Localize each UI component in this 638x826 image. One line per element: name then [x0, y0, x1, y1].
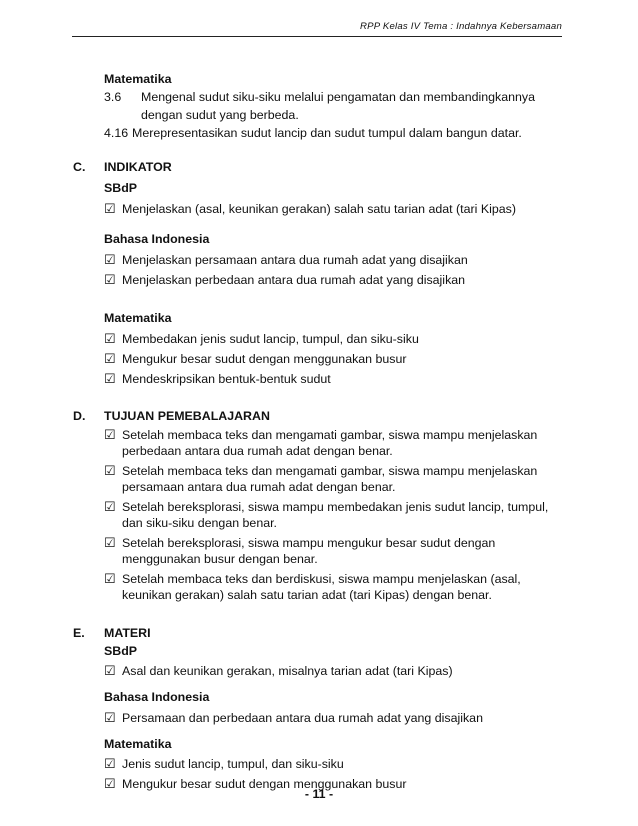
- section-letter: E.: [73, 626, 85, 640]
- checkbox-icon: ☑: [104, 272, 116, 287]
- checklist-item: ☑ Menjelaskan perbedaan antara dua rumah adat yang disajikan: [104, 272, 466, 287]
- subject-title: SBdP: [104, 181, 138, 195]
- checkbox-icon: ☑: [104, 571, 116, 586]
- section-c-heading: [0, 158, 638, 176]
- checklist-item: ☑ Setelah bereksplorasi, siswa mampu mengukur besar sudut dengan: [104, 535, 496, 550]
- kd-number: 4.16: [104, 126, 129, 140]
- checklist-item: ☑ Mendeskripsikan bentuk-bentuk sudut: [104, 371, 331, 386]
- checkbox-icon: ☑: [104, 371, 116, 386]
- checklist-item-cont: dan siku-siku dengan benar.: [122, 516, 277, 530]
- section-letter: C.: [73, 160, 86, 174]
- section-title: TUJUAN PEMEBALAJARAN: [104, 409, 270, 423]
- section-letter: D.: [73, 409, 86, 423]
- checklist-item: ☑ Setelah membaca teks dan berdiskusi, siswa mampu menjelaskan (asal,: [104, 571, 521, 586]
- checkbox-icon: ☑: [104, 201, 116, 216]
- running-header: RPP Kelas IV Tema : Indahnya Kebersamaan: [72, 21, 562, 37]
- checkbox-icon: ☑: [104, 663, 116, 678]
- kd-number: 3.6: [104, 90, 122, 104]
- checklist-item-cont: keunikan gerakan) salah satu tarian adat (tari Kipas) dengan benar.: [122, 588, 492, 602]
- section-title: INDIKATOR: [104, 160, 172, 174]
- checkbox-icon: ☑: [104, 252, 116, 267]
- checklist-item: ☑ Setelah bereksplorasi, siswa mampu membedakan jenis sudut lancip, tumpul,: [104, 499, 549, 514]
- checklist-item: ☑ Setelah membaca teks dan mengamati gambar, siswa mampu menjelaskan: [104, 427, 538, 442]
- checklist-item: ☑ Jenis sudut lancip, tumpul, dan siku-siku: [104, 756, 344, 771]
- checkbox-icon: ☑: [104, 331, 116, 346]
- kd-item: [0, 124, 638, 142]
- checklist-item-cont: perbedaan antara dua rumah adat dengan benar.: [122, 444, 393, 458]
- subject-title: Matematika: [104, 311, 172, 325]
- section-d-heading: [0, 407, 638, 425]
- kd-text-cont: dengan sudut yang berbeda.: [141, 108, 299, 122]
- checklist-item: ☑ Menjelaskan persamaan antara dua rumah adat yang disajikan: [104, 252, 468, 267]
- kd-text: Mengenal sudut siku-siku melalui pengamatan dan membandingkannya: [141, 90, 535, 104]
- checklist-item: ☑ Menjelaskan (asal, keunikan gerakan) salah satu tarian adat (tari Kipas): [104, 201, 516, 216]
- checkbox-icon: ☑: [104, 427, 116, 442]
- checklist-item: ☑ Persamaan dan perbedaan antara dua rumah adat yang disajikan: [104, 710, 483, 725]
- checklist-item-cont: persamaan antara dua rumah adat dengan benar.: [122, 480, 396, 494]
- checklist-item: ☑ Membedakan jenis sudut lancip, tumpul, dan siku-siku: [104, 331, 419, 346]
- checkbox-icon: ☑: [104, 710, 116, 725]
- kd-matematika-title: Matematika: [104, 72, 172, 86]
- checkbox-icon: ☑: [104, 351, 116, 366]
- section-title: MATERI: [104, 626, 151, 640]
- checklist-item-cont: menggunakan busur dengan benar.: [122, 552, 318, 566]
- subject-title: Bahasa Indonesia: [104, 232, 210, 246]
- kd-item: [0, 88, 638, 106]
- subject-title: SBdP: [104, 644, 138, 658]
- document-body: [0, 70, 638, 793]
- section-e-heading: [0, 624, 638, 642]
- kd-text: Merepresentasikan sudut lancip dan sudut tumpul dalam bangun datar.: [132, 126, 522, 140]
- checklist-item: ☑ Mengukur besar sudut dengan menggunakan busur: [104, 351, 407, 366]
- checkbox-icon: ☑: [104, 776, 116, 791]
- checklist-item: ☑ Mengukur besar sudut dengan menggunakan busur: [104, 776, 407, 791]
- checkbox-icon: ☑: [104, 499, 116, 514]
- checkbox-icon: ☑: [104, 463, 116, 478]
- subject-title: Bahasa Indonesia: [104, 690, 210, 704]
- subject-title: Matematika: [104, 737, 172, 751]
- checkbox-icon: ☑: [104, 535, 116, 550]
- checklist-item: ☑ Asal dan keunikan gerakan, misalnya tarian adat (tari Kipas): [104, 663, 453, 678]
- checklist-item: ☑ Setelah membaca teks dan mengamati gambar, siswa mampu menjelaskan: [104, 463, 538, 478]
- checkbox-icon: ☑: [104, 756, 116, 771]
- page-number: - 11 -: [304, 787, 334, 801]
